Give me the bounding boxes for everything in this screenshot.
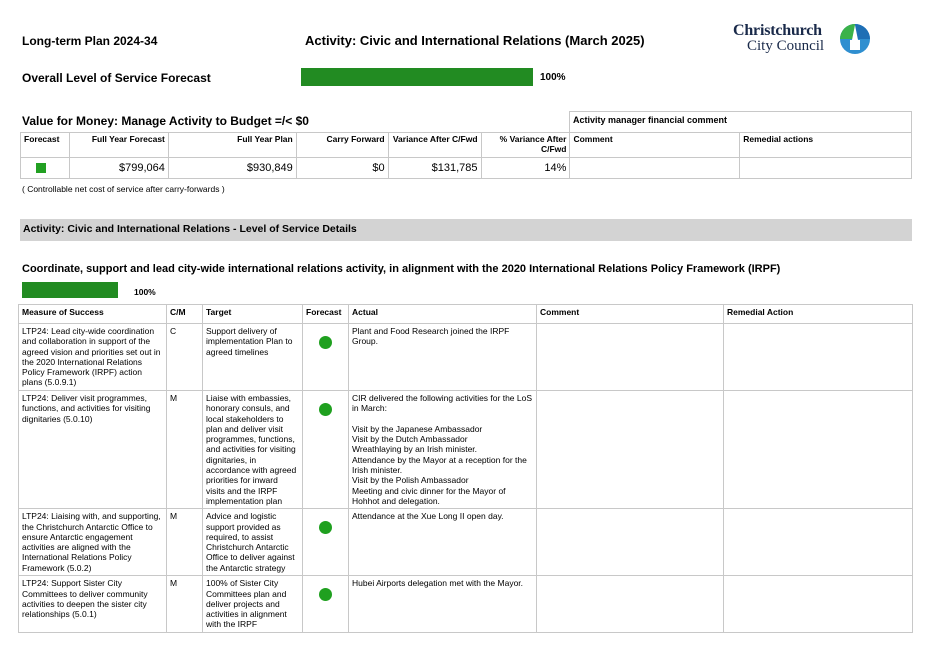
green-status-icon — [319, 336, 332, 349]
comment-cell — [537, 509, 724, 576]
actual-cell: Plant and Food Research joined the IRPF Group. — [349, 324, 537, 391]
col-remedial-action: Remedial Action — [724, 305, 913, 324]
carry-forward-value: $0 — [296, 158, 388, 179]
goal-percent: 100% — [134, 287, 156, 297]
cm-cell: M — [167, 576, 203, 632]
pct-variance-value: 14% — [481, 158, 570, 179]
financial-header-row — [21, 133, 912, 158]
col-comment: Comment — [537, 305, 724, 324]
col-actual: Actual — [349, 305, 537, 324]
comment-cell — [537, 324, 724, 391]
col-target: Target — [203, 305, 303, 324]
remedial-cell — [724, 391, 913, 509]
measure-cell: LTP24: Lead city-wide coordination and collaboration in support of the agreed vision and priorities set out in the 2020 International Relations Policy Framework (IRPF) action plans (5.0.9.1) — [19, 324, 167, 391]
table-row — [19, 391, 913, 509]
actual-cell: Hubei Airports delegation met with the Mayor. — [349, 576, 537, 632]
cm-cell: M — [167, 391, 203, 509]
col-comment: Comment — [570, 133, 740, 158]
section-title: Activity: Civic and International Relations - Level of Service Details — [20, 219, 912, 241]
forecast-cell — [303, 324, 349, 391]
overall-progress-fill — [301, 68, 533, 86]
col-measure: Measure of Success — [19, 305, 167, 324]
cm-cell: M — [167, 509, 203, 576]
forecast-status — [21, 158, 70, 179]
value-for-money-title: Value for Money: Manage Activity to Budget =/< $0 — [22, 114, 309, 128]
financial-comment-header: Activity manager financial comment — [569, 111, 912, 132]
target-cell: Liaise with embassies, honorary consuls, and local stakeholders to plan and deliver visit programmes, functions, and activities for visiting dignitaries, in accordance with agreed priorities for inward visits and the IRPF implementation plan — [203, 391, 303, 509]
financial-table — [20, 132, 912, 179]
financial-note: ( Controllable net cost of service after carry-forwards ) — [22, 184, 225, 194]
target-cell: 100% of Sister City Committees plan and deliver projects and activities in alignment with the IRPF — [203, 576, 303, 632]
table-row — [19, 509, 913, 576]
measure-cell: LTP24: Support Sister City Committees to deliver community activities to deepen the sister city relationships (5.0.1) — [19, 576, 167, 632]
forecast-cell — [303, 576, 349, 632]
plan-title: Long-term Plan 2024-34 — [22, 34, 158, 48]
remedial-cell — [724, 509, 913, 576]
col-full-year-forecast: Full Year Forecast — [69, 133, 168, 158]
col-full-year-plan: Full Year Plan — [168, 133, 296, 158]
remedial-cell — [724, 576, 913, 632]
overall-los-label: Overall Level of Service Forecast — [22, 71, 211, 85]
actual-cell: CIR delivered the following activities for the LoS in March: Visit by the Japanese Ambassador Visit by the Dutch Ambassador Wreathlaying by an Irish minister. Attendance by the Mayor at a reception for the Irish minister. Visit by the Polish Ambassador Meeting and civic dinner for the Mayor of Hohhot and delegation. — [349, 391, 537, 509]
variance-value: $131,785 — [388, 158, 481, 179]
overall-percent: 100% — [540, 72, 566, 83]
goal-progress-bar — [22, 282, 118, 298]
logo-line1: Christchurch — [733, 22, 822, 39]
col-forecast: Forecast — [303, 305, 349, 324]
measure-cell: LTP24: Liaising with, and supporting, the Christchurch Antarctic Office to ensure Antarctic engagement activities are aligned with the International Relations Policy Framework (5.0.2) — [19, 509, 167, 576]
col-pct-variance: % Variance After C/Fwd — [481, 133, 570, 158]
cathedral-icon — [838, 22, 872, 56]
target-cell: Support delivery of implementation Plan to agreed timelines — [203, 324, 303, 391]
remedial-cell — [724, 324, 913, 391]
green-status-icon — [319, 588, 332, 601]
forecast-cell — [303, 391, 349, 509]
comment-cell — [537, 576, 724, 632]
table-row — [19, 576, 913, 632]
target-cell: Advice and logistic support provided as required, to assist Christchurch Antarctic Office to deliver against the Antarctic strategy — [203, 509, 303, 576]
forecast-cell — [303, 509, 349, 576]
col-variance: Variance After C/Fwd — [388, 133, 481, 158]
goal-title: Coordinate, support and lead city-wide international relations activity, in alignment with the 2020 International Relations Policy Framework (IRPF) — [22, 263, 781, 275]
comment-value — [570, 158, 740, 179]
goal-progress-fill — [22, 282, 118, 298]
remedial-value — [740, 158, 912, 179]
council-logo — [733, 22, 873, 56]
cm-cell: C — [167, 324, 203, 391]
green-status-icon — [319, 521, 332, 534]
col-cm: C/M — [167, 305, 203, 324]
green-square-icon — [36, 163, 46, 173]
table-row — [19, 324, 913, 391]
col-remedial: Remedial actions — [740, 133, 912, 158]
actual-cell: Attendance at the Xue Long II open day. — [349, 509, 537, 576]
financial-data-row — [21, 158, 912, 179]
col-carry-forward: Carry Forward — [296, 133, 388, 158]
measure-cell: LTP24: Deliver visit programmes, functions, and activities for visiting dignitaries (5.0.10) — [19, 391, 167, 509]
los-header-row — [19, 305, 913, 324]
level-of-service-table — [18, 304, 913, 633]
logo-line2: City Council — [747, 38, 825, 54]
full-year-forecast-value: $799,064 — [69, 158, 168, 179]
full-year-plan-value: $930,849 — [168, 158, 296, 179]
report-title: Activity: Civic and International Relations (March 2025) — [305, 33, 645, 48]
green-status-icon — [319, 403, 332, 416]
overall-progress-bar — [301, 68, 533, 86]
comment-cell — [537, 391, 724, 509]
col-forecast: Forecast — [21, 133, 70, 158]
